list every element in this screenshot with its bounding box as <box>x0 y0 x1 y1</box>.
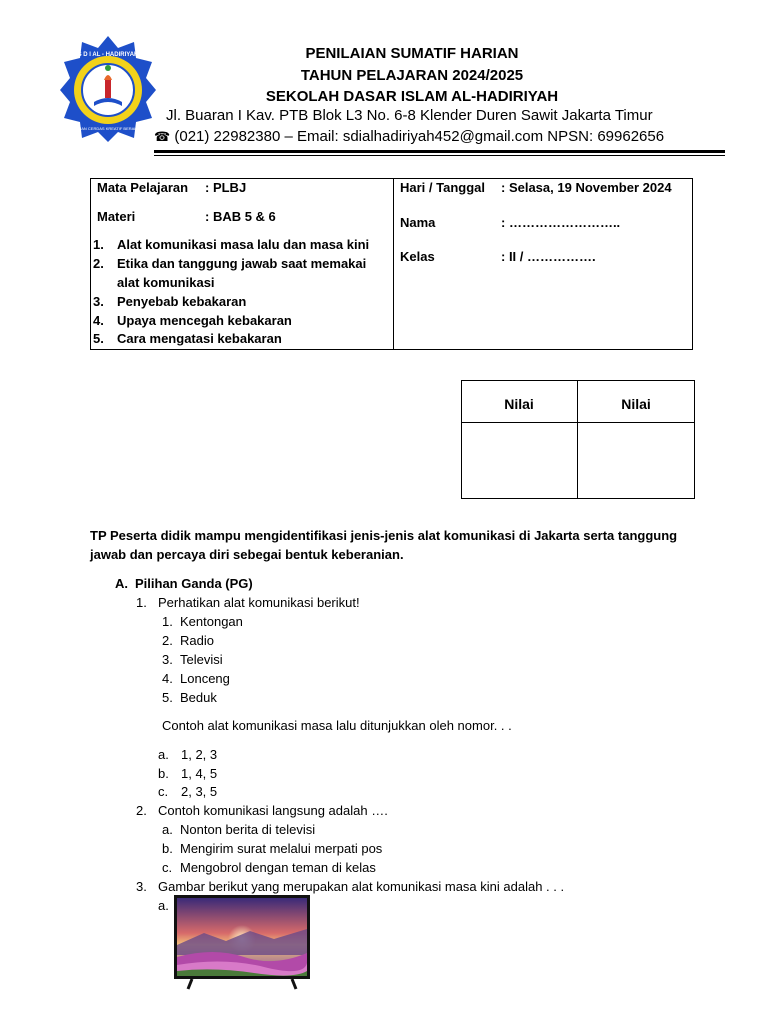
school-contact <box>154 127 664 147</box>
subject-value: : PLBJ <box>205 180 247 195</box>
answer-option[interactable]: 1, 2, 3 <box>181 747 218 762</box>
topic-text: Upaya mencegah kebakaran <box>117 313 292 328</box>
question-text: Perhatikan alat komunikasi berikut! <box>158 595 360 610</box>
subject-label: Mata Pelajaran <box>97 180 189 195</box>
name-label: Nama <box>400 215 436 230</box>
answer-option[interactable]: Mengirim surat melalui merpati pos <box>180 841 383 856</box>
answer-option[interactable]: 2, 3, 5 <box>181 784 218 799</box>
topic-num: 2. <box>93 256 104 271</box>
answer-option[interactable]: 1, 4, 5 <box>181 766 218 781</box>
logo-top-text: S D I AL - HADIRIYAH <box>77 52 139 58</box>
topic-num: 4. <box>93 313 104 328</box>
list-item: Beduk <box>180 690 217 705</box>
topic-text: Penyebab kebakaran <box>117 294 247 309</box>
list-item-num: 1. <box>162 614 173 629</box>
learning-objective: TP Peserta didik mampu mengidentifikasi jenis-jenis alat komunikasi di Jakarta serta tanggung jawab dan percaya diri sebegai bentuk keberanian. <box>90 528 678 562</box>
question-number: 1. <box>136 595 147 610</box>
title-line1: PENILAIAN SUMATIF HARIAN <box>305 45 519 62</box>
class-field[interactable]: : II / ……………. <box>501 249 596 264</box>
section-letter: A. <box>115 576 128 591</box>
question-prompt: Contoh alat komunikasi masa lalu ditunjukkan oleh nomor. . . <box>162 718 512 733</box>
answer-option[interactable]: Mengobrol dengan teman di kelas <box>180 860 376 875</box>
question-text: Gambar berikut yang merupakan alat komunikasi masa kini adalah . . . <box>158 879 565 894</box>
list-item-num: 2. <box>162 633 173 648</box>
option-letter[interactable]: a. <box>158 898 169 913</box>
list-item-num: 4. <box>162 671 173 686</box>
television-image[interactable] <box>174 895 310 991</box>
score-header-line <box>461 422 695 423</box>
list-item-num: 5. <box>162 690 173 705</box>
title-line2: TAHUN PELAJARAN 2024/2025 <box>300 67 524 84</box>
topic-num: 5. <box>93 331 104 346</box>
list-item: Televisi <box>180 652 223 667</box>
option-letter[interactable]: a. <box>158 747 169 762</box>
list-item-num: 3. <box>162 652 173 667</box>
date-value: : Selasa, 19 November 2024 <box>501 180 672 195</box>
contact-text: (021) 22982380 – Email: sdialhadiriyah452@gmail.com NPSN: 69962656 <box>174 128 665 145</box>
section-title: Pilihan Ganda (PG) <box>135 576 253 591</box>
topic-text: Etika dan tanggung jawab saat memakai <box>117 256 367 271</box>
option-letter[interactable]: b. <box>158 766 169 781</box>
list-item: Radio <box>180 633 214 648</box>
logo-bottom-text: BERIMAN CERDAS KREATIF BERAKHLAK <box>68 126 148 131</box>
date-label: Hari / Tanggal <box>400 180 485 195</box>
topic-text: Cara mengatasi kebakaran <box>117 331 282 346</box>
name-field[interactable]: : …………………….. <box>501 215 621 230</box>
answer-option[interactable]: Nonton berita di televisi <box>180 822 316 837</box>
header-rule-thin <box>154 155 725 156</box>
question-text: Contoh komunikasi langsung adalah …. <box>158 803 388 818</box>
question-number: 2. <box>136 803 147 818</box>
score-label-left: Nilai <box>504 396 534 412</box>
option-letter[interactable]: c. <box>162 860 173 875</box>
option-letter[interactable]: b. <box>162 841 173 856</box>
topic-text: alat komunikasi <box>117 275 215 290</box>
topic-num: 1. <box>93 237 104 252</box>
option-letter[interactable]: c. <box>158 784 169 799</box>
school-address: Jl. Buaran I Kav. PTB Blok L3 No. 6-8 Klender Duren Sawit Jakarta Timur <box>166 107 653 124</box>
school-name: SEKOLAH DASAR ISLAM AL-HADIRIYAH <box>265 88 559 105</box>
option-letter[interactable]: a. <box>162 822 173 837</box>
topic-num: 3. <box>93 294 104 309</box>
materi-value: : BAB 5 & 6 <box>205 209 276 224</box>
info-table-divider <box>393 178 394 350</box>
list-item: Kentongan <box>180 614 243 629</box>
materi-label: Materi <box>97 209 136 224</box>
topic-text: Alat komunikasi masa lalu dan masa kini <box>117 237 370 252</box>
question-number: 3. <box>136 879 147 894</box>
score-label-right: Nilai <box>621 396 651 412</box>
class-label: Kelas <box>400 249 435 264</box>
header-rule <box>154 150 725 153</box>
phone-icon: ☎ <box>154 129 171 144</box>
list-item: Lonceng <box>180 671 230 686</box>
